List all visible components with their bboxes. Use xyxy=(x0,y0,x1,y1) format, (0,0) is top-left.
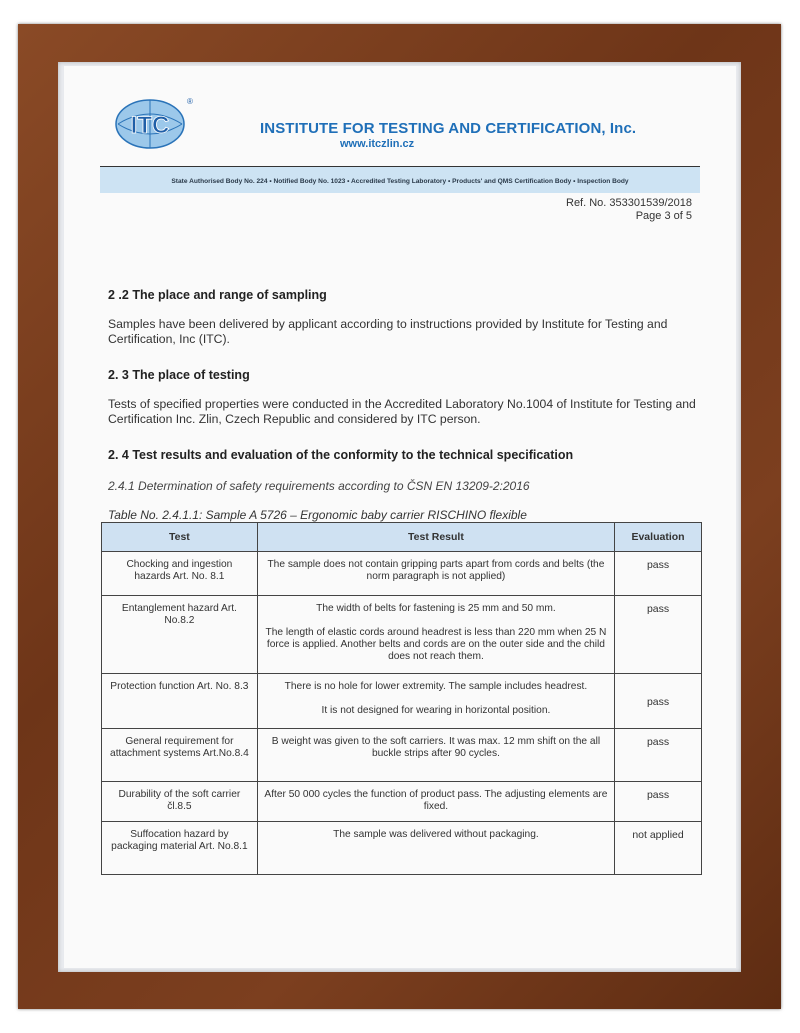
header-evaluation: Evaluation xyxy=(615,523,702,552)
ref-number: Ref. No. 353301539/2018 xyxy=(566,197,692,209)
section-2-2-text: Samples have been delivered by applicant according to instructions provided by Institute for Testing and Certification, Inc (ITC). xyxy=(108,317,668,346)
evaluation-cell: pass xyxy=(615,729,702,782)
evaluation-cell: not applied xyxy=(615,822,702,875)
evaluation-cell: pass xyxy=(615,674,702,729)
result-text: The length of elastic cords around headrest is less than 220 mm when 25 N force is applied. Another belts and cords are on the outer side and the child does not reach them. xyxy=(265,627,607,662)
table-caption: Table No. 2.4.1.1: Sample A 5726 – Ergonomic baby carrier RISCHINO flexible xyxy=(108,508,527,522)
section-2-3-title: 2. 3 The place of testing xyxy=(108,368,250,382)
picture-frame xyxy=(18,24,781,1009)
accreditation-band xyxy=(100,166,700,193)
itc-logo xyxy=(112,94,194,150)
page-number: Page 3 of 5 xyxy=(635,210,692,222)
table-row xyxy=(102,729,702,782)
section-2-2-title: 2 .2 The place and range of sampling xyxy=(108,288,327,302)
document-page xyxy=(64,66,736,968)
evaluation-cell: pass xyxy=(615,552,702,596)
table-row xyxy=(102,674,702,729)
institute-website[interactable]: www.itczlin.cz xyxy=(340,138,415,150)
institute-name: INSTITUTE FOR TESTING AND CERTIFICATION, Inc. xyxy=(260,120,637,137)
result-text: The sample was delivered without packaging. xyxy=(333,829,539,840)
logo-text: ITC xyxy=(130,112,170,139)
table-row xyxy=(102,782,702,822)
result-cell xyxy=(257,674,614,729)
table-row xyxy=(102,552,702,596)
test-cell: Chocking and ingestion hazards Art. No. 8.1 xyxy=(102,552,258,596)
result-text: There is no hole for lower extremity. The sample includes headrest. xyxy=(284,681,588,692)
test-cell: General requirement for attachment systems Art.No.8.4 xyxy=(102,729,258,782)
result-text: After 50 000 cycles the function of product pass. The adjusting elements are fixed. xyxy=(264,789,608,812)
result-cell xyxy=(257,552,614,596)
test-cell: Entanglement hazard Art. No.8.2 xyxy=(102,596,258,674)
result-text: B weight was given to the soft carriers. It was max. 12 mm shift on the all buckle strips after 90 cycles. xyxy=(271,736,601,759)
table-row xyxy=(102,596,702,674)
result-cell xyxy=(257,822,614,875)
section-2-4-title: 2. 4 Test results and evaluation of the conformity to the technical specification xyxy=(108,448,574,462)
test-cell: Suffocation hazard by packaging material Art. No.8.1 xyxy=(102,822,258,875)
test-cell: Protection function Art. No. 8.3 xyxy=(102,674,258,729)
result-text: It is not designed for wearing in horizontal position. xyxy=(321,705,551,716)
evaluation-cell: pass xyxy=(615,782,702,822)
registered-mark: ® xyxy=(187,97,193,106)
test-results-table xyxy=(101,522,702,875)
result-cell xyxy=(257,729,614,782)
header-test: Test xyxy=(102,523,258,552)
table-header-row xyxy=(102,523,702,552)
result-text: The width of belts for fastening is 25 mm and 50 mm. xyxy=(316,603,556,614)
section-2-4-1-title: 2.4.1 Determination of safety requirements according to ČSN EN 13209-2:2016 xyxy=(108,479,530,493)
result-text: The sample does not contain gripping parts apart from cords and belts (the norm paragraph is not applied) xyxy=(267,559,605,582)
table-row xyxy=(102,822,702,875)
test-cell: Durability of the soft carrier čl.8.5 xyxy=(102,782,258,822)
accreditation-line: State Authorised Body No. 224 • Notified Body No. 1023 • Accredited Testing Laboratory • Products' and QMS Certification Body • Inspection Body xyxy=(171,178,629,185)
result-cell xyxy=(257,782,614,822)
reference-block xyxy=(566,197,692,223)
frame-mat xyxy=(58,62,741,972)
header-test-result: Test Result xyxy=(257,523,614,552)
evaluation-cell: pass xyxy=(615,596,702,674)
result-cell xyxy=(257,596,614,674)
section-2-3-text: Tests of specified properties were conducted in the Accredited Laboratory No.1004 of Institute for Testing and Certification Inc. Zlin, Czech Republic and considered by ITC person. xyxy=(108,397,696,426)
